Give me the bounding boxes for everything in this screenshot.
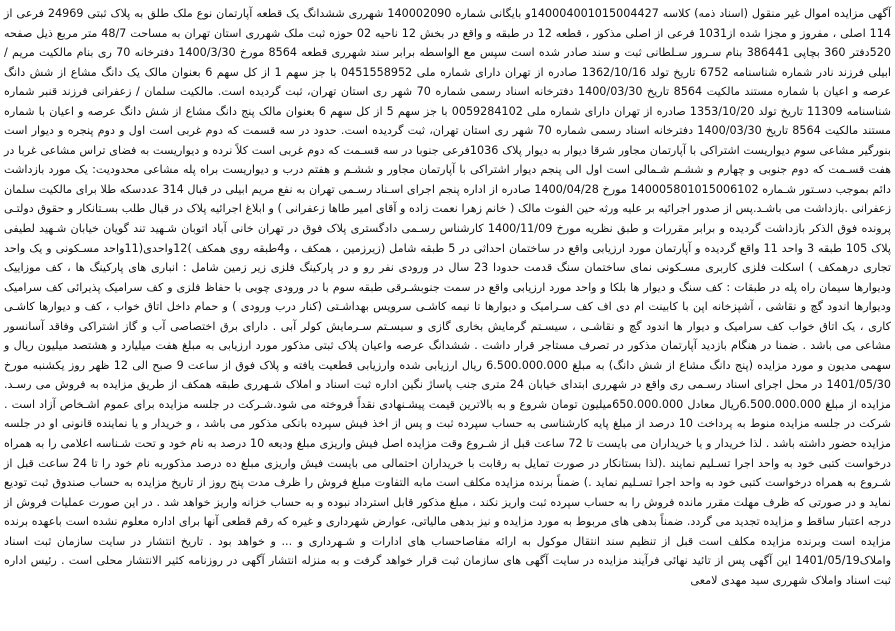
auction-notice-text: آگهی مزایده اموال غیر منقول (اسناد ذمه) کلاسه 140004001015004427و بایگانی شماره 140002090 شهرری ششدانگ یک قطعه آپارتمان نوع ملک طلق به پلاک ثبتی 24969 فرعی از 114 اصلی ، مفروز و مجزا شده از1031 فرعی از اصلی مذکور ، قطعه 12 در طبقه و واقع در بخش 12 ناحیه 02 حوزه ثبت ملک شهرری استان تهران به مساحت 48/7 متر مربع ذیل صفحه 520دفتر 360 بچاپی 386441 بنام سـرور سـلطانی ثبت و سند صادر شده است سپس مع الواسطه برابر سند شهرری قطعه 8564 مورخ 1400/3/30 دفترخانه 70 ری بنام مالکیت مریم / ابیلی فرزند نادر شماره شناسنامه 6752 تاریخ تولد 1362/10/16 صادره از تهران دارای شماره ملی 0451558952 با جز سهم 1 از کل سهم 6 بعنوان مالک یک دانگ مشاع از شش دانگ عرصه و اعیان با شماره مستند مالکیت 8564 تاریخ 1400/03/30 دفترخانه اسناد رسمی شماره 70 شهر ری استان تهران، ثبت گردیده است. مالکیت سلمان / زعفرانی فرزند قنبر شماره شناسنامه 11309 تاریخ تولد 1353/10/20 صادره از تهران دارای شماره ملی 0059284102 با جز سهم 5 از کل سهم 6 بعنوان مالک پنج دانگ مشاع از شش دانگ عرصه و اعیان با شماره مستند مالکیت 8564 تاریخ 1400/03/30 دفترخانه اسناد رسمی شماره 70 شهر ری استان تهران، ثبت گردیده است. حدود در سه قسمت که دوم غربی است اول و دوم پنجره و دیوار است بنورگیر مشاعی سوم دیواریست اشتراکی با آپارتمان مجاور شرقا دیوار به دیوار پلاک 1036فرعی جنوبا در سه قسـمت که دوم غربی است کلاً نرده و دیواریست به فضای تراس مشاعی غربا در هفت قسـمت که دوم جنوبی و چهارم و ششـم شـمالی است اول الی پنجم دیوار اشتراکی با آپارتمان مجاور و ششـم و هفتم درب و دیواریست براه پله مشاعی محدودیت: یک مورد بازداشت دائم بموجب دسـتور شـماره 140005801015006102 مورخ 1400/04/28 صادره از اداره پنجم اجرای اسـناد رسـمی تهران به نفع مریم ابیلی در قبال 314 عددسکه طلا برای مالکیت سلمان زعفرانی .بازداشت می باشـد.پس از صدور اجرائیه بر علیه ورثه حین الفوت مالک ( خانم زهرا نعمت زاده و آقای امیر طاها زعفرانی ) و ابلاغ اجرائیه پلاک در قبال طلب بسـتانکار و حقوق دولتـی پرونده فوق الذکر بازداشت گردیده و برابر مقررات و طبق نظریه مورخ 1400/11/09 کارشناس رسـمی دادگستری پلاک فوق در تهران خانی آباد اتوبان شـهید تند گویان خیابان شـهید لطیفی پلاک 105 طبقه 3 واحد 11 واقع گردیده و آپارتمان مورد ارزیابی واقع در ساختمان احداثی در 5 طبقه شامل (زیرزمین ، همکف ، و4طبقه روی همکف )12واحدی(11واحد مسـکونی و یک واحد تجاری درهمکف ) اسکلت فلزی کاربری مسـکونی نمای ساختمان سنگ قدمت حدودا 23 سال در ورودی نفر رو و در پارکینگ فلزی زیر زمین شامل : انباری های پارکینگ ها ، کف موزاییک ودیوارها سیمان راه پله در طبقات : کف سنگ و دیوار ها بلکا و واحد مورد ارزیابی واقع در سمت جنوبشـرقی طبقه سوم با در ورودی چوبی با حفاظ فلزی و کف سرامیک پذیرائی کف سرامیک ودیوارها اندود گچ و نقاشی ، آشپزخانه اپن با کابینت ام دی اف کف سـرامیک و دیوارها تا نیمه کاشـی سرویس بهداشـتی (کنار درب ورودی ) و حمام داخل اتاق خواب ، کف و دیوارها کاشـی کاری ، یک اتاق خواب کف سرامیک و دیوار ها اندود گچ و نقاشـی ، سیسـتم گرمایش بخاری گازی و سیسـتم سـرمایش کولر آبی . دارای برق اختصاصی آب و گاز اشتراکی وفاقد آسانسور مشاعی می باشد . ضمنا در هنگام بازدید آپارتمان مذکور در تصرف مستاجر قرار داشت . ششدانگ عرصه واعیان پلاک ثبتی مذکور مورد ارزیابی به مبلغ هفت میلیارد و هشتصد میلیون ریال و سهمی مدیون و مورد مزایده (پنج دانگ مشاع از شش دانگ) به مبلغ 6.500.000.000 ریال ارزیابی شده وارزیابی قطعیت یافته و پلاک فوق از ساعت 9 صبح الی 12 ظهر روز یکشنبه مورخ 1401/05/30 در محل اجرای اسناد رسـمی ری واقع در شهرری ابتدای خیابان 24 متری جنب پاساژ نگین اداره ثبت اسناد و املاک شـهرری طبقه همکف از طریق مزایده به فروش می رسـد. مزایده از مبلغ 6.500.000.000ریال معادل 650.000.000میلیون تومان شروع و به بالاترین قیمت پیشـنهادی نقداً فروخته می شود.شـرکت در جلسه مزایده برای عموم اشـخاص آزاد است . شرکت در جلسه مزایده منوط به پرداخت 10 درصد از مبلغ پایه کارشناسی به حساب سپرده ثبت و پس از اخذ فیش سپرده بانکی مذکور می باشد ، و خریدار و یا نماینده قانونی او در جلسه مزایده حضور داشته باشد . لذا خریدار و یا خریداران می بایست تا 72 ساعت قبل از شـروع وقت مزایده اصل فیش واریزی مبلغ ودیعه 10 درصد به نام خود و تحت شـناسه اعلامی را به همراه درخواست کتبی خود به واحد اجرا تسـلیم نمایند .(لذا بستانکار در صورت تمایل به رقابت با خریداران احتمالی می بایست فیش واریزی مبلغ ده درصد مذکوربه نام خود را تا 24 ساعت قبل از شـروع به همراه درخواست کتبی خود به واحد اجرا تسـلیم نماید .) ضمناً برنده مزایده مکلف است مابه التفاوت مبلغ فروش را ظرف مدت پنج روز از تاریخ مزایده به حساب صندوق ثبت تودیع نماید و در صورتی که ظرف مهلت مقرر مانده فروش را به حساب سپرده ثبت واریز نکند ، مبلغ مذکور قابل استرداد نبوده و به حساب خزانه واریز خواهد شد . در این صورت عملیات فروش از درجه اعتبار ساقط و مزایده تجدید می گردد. ضمناً بدهی های مربوط به مورد مزایده و نیز بدهی مالیاتی، عوارض شهرداری و غیره که رقم قطعی آنها برای اداره معلوم نشده است باعهده برنده مزایده است وبرنده مزایده مکلف است قبل از تنظیم سند انتقال موکول به ارائه مفاصاحساب های ادارات و شـهرداری و ... و خواهد بود . تاریخ انتشار در سایت سازمان ثبت اسناد واملاک1401/05/19 این آگهی پس از تائید نهائی فرآیند مزایده در سایت آگهی های سازمان ثبت قرار خواهد گرفت و به منزله انتشار آگهی در روزنامه کثیر الانتشار محلی است . رئیس اداره ثبت اسناد واملاک شهرری سید مهدی لامعی	[4, 7, 892, 587]
